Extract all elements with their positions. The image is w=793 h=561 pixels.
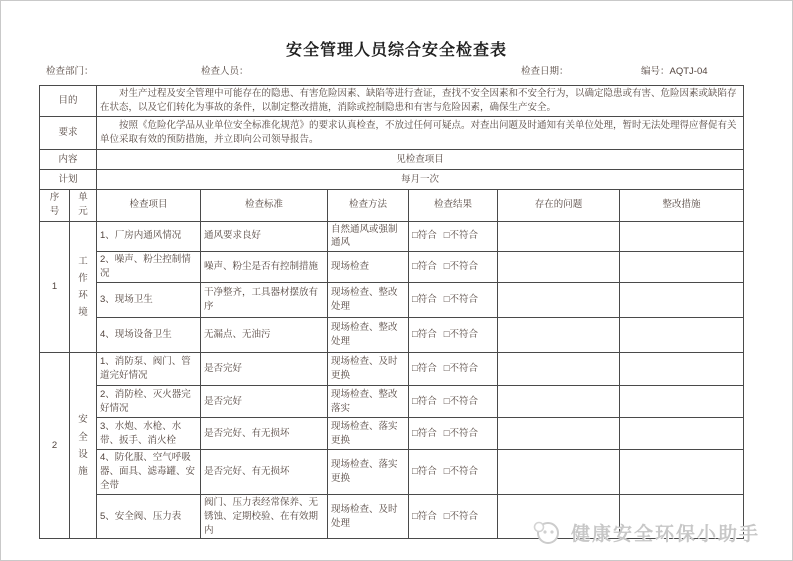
header-action: 整改措施 xyxy=(620,190,744,222)
result-cell xyxy=(409,386,498,418)
checkbox-conform[interactable]: □符合 xyxy=(412,329,437,341)
inspection-table xyxy=(39,85,744,539)
checkbox-nonconform[interactable]: □不符合 xyxy=(443,510,479,522)
inspect-personnel-label: 检查人员： xyxy=(201,66,249,77)
plan-value: 每月一次 xyxy=(97,170,744,190)
header-unit: 单元 xyxy=(70,190,97,222)
action-cell[interactable] xyxy=(620,450,744,495)
standard-cell: 噪声、粉尘是否有控制措施 xyxy=(201,252,328,283)
checkbox-nonconform[interactable]: □不符合 xyxy=(443,261,479,273)
checkbox-nonconform[interactable]: □不符合 xyxy=(443,294,479,306)
checkbox-nonconform[interactable]: □不符合 xyxy=(443,466,479,478)
result-cell xyxy=(409,495,498,539)
item-cell: 3、现场卫生 xyxy=(97,283,201,318)
item-cell: 1、厂房内通风情况 xyxy=(97,221,201,252)
result-cell xyxy=(409,318,498,353)
section-unit: 工作环境 xyxy=(70,221,97,353)
standard-cell: 是否完好、有无损坏 xyxy=(201,418,328,450)
checkbox-nonconform[interactable]: □不符合 xyxy=(443,427,479,439)
watermark-text: 健康安全环保小助手 xyxy=(570,524,760,545)
content-value: 见检查项目 xyxy=(97,150,744,170)
standard-cell: 无漏点、无油污 xyxy=(201,318,328,353)
method-cell: 现场检查、整改处理 xyxy=(328,283,409,318)
table-row xyxy=(40,318,744,353)
table-header-row xyxy=(40,190,744,222)
item-cell: 2、噪声、粉尘控制情况 xyxy=(97,252,201,283)
result-cell xyxy=(409,353,498,386)
section-no: 1 xyxy=(40,221,70,353)
checkbox-conform[interactable]: □符合 xyxy=(412,466,437,478)
checkbox-conform[interactable]: □符合 xyxy=(412,363,437,375)
action-cell[interactable] xyxy=(620,221,744,252)
watermark xyxy=(532,519,760,546)
method-cell: 现场检查 xyxy=(328,252,409,283)
purpose-content: 对生产过程及安全管理中可能存在的隐患、有害危险因素、缺陷等进行查证，查找不安全因素和不安全行为，以确定隐患或有害、危险因素或缺陷存在状态，以及它们转化为事故的条件，以制定整改措施，消除或控制隐患和有害与危险因素，确保生产安全。 xyxy=(97,86,744,117)
problem-cell[interactable] xyxy=(498,353,620,386)
table-row xyxy=(40,418,744,450)
watermark-logo-icon xyxy=(532,519,562,546)
method-cell: 现场检查、落实更换 xyxy=(328,450,409,495)
result-cell xyxy=(409,450,498,495)
problem-cell[interactable] xyxy=(498,386,620,418)
header-problem: 存在的问题 xyxy=(498,190,620,222)
problem-cell[interactable] xyxy=(498,318,620,353)
standard-cell: 干净整齐，工具器材摆放有序 xyxy=(201,283,328,318)
standard-cell: 阀门、压力表经常保养、无锈蚀、定期校验、在有效期内 xyxy=(201,495,328,539)
requirement-label: 要求 xyxy=(40,117,97,150)
result-cell xyxy=(409,283,498,318)
action-cell[interactable] xyxy=(620,353,744,386)
action-cell[interactable] xyxy=(620,418,744,450)
table-row xyxy=(40,450,744,495)
table-row xyxy=(40,386,744,418)
checkbox-conform[interactable]: □符合 xyxy=(412,510,437,522)
method-cell: 现场检查、整改落实 xyxy=(328,386,409,418)
checkbox-conform[interactable]: □符合 xyxy=(412,427,437,439)
action-cell[interactable] xyxy=(620,318,744,353)
plan-label: 计划 xyxy=(40,170,97,190)
standard-cell: 通风要求良好 xyxy=(201,221,328,252)
problem-cell[interactable] xyxy=(498,450,620,495)
checkbox-conform[interactable]: □符合 xyxy=(412,230,437,242)
problem-cell[interactable] xyxy=(498,221,620,252)
checkbox-nonconform[interactable]: □不符合 xyxy=(443,363,479,375)
info-row xyxy=(39,63,754,79)
item-cell: 1、消防泵、阀门、管道完好情况 xyxy=(97,353,201,386)
action-cell[interactable] xyxy=(620,283,744,318)
method-cell: 自然通风或强制通风 xyxy=(328,221,409,252)
form-code: 编号：AQTJ-04 xyxy=(641,66,708,77)
inspect-date-label: 检查日期： xyxy=(521,66,569,77)
item-cell: 2、消防栓、灭火器完好情况 xyxy=(97,386,201,418)
action-cell[interactable] xyxy=(620,252,744,283)
item-cell: 5、安全阀、压力表 xyxy=(97,495,201,539)
section-unit: 安全设施 xyxy=(70,353,97,539)
page-title: 安全管理人员综合安全检查表 xyxy=(285,42,507,59)
method-cell: 现场检查、落实更换 xyxy=(328,418,409,450)
header-serial: 序号 xyxy=(40,190,70,222)
result-cell xyxy=(409,252,498,283)
problem-cell[interactable] xyxy=(498,418,620,450)
result-cell xyxy=(409,221,498,252)
checkbox-conform[interactable]: □符合 xyxy=(412,294,437,306)
item-cell: 4、防化服、空气呼吸器、面具、滤毒罐、安全带 xyxy=(97,450,201,495)
table-row xyxy=(40,117,744,150)
standard-cell: 是否完好 xyxy=(201,353,328,386)
section-no: 2 xyxy=(40,353,70,539)
table-row xyxy=(40,170,744,190)
result-cell xyxy=(409,418,498,450)
table-row xyxy=(40,221,744,252)
method-cell: 现场检查、整改处理 xyxy=(328,318,409,353)
table-row xyxy=(40,283,744,318)
table-row xyxy=(40,86,744,117)
purpose-label: 目的 xyxy=(40,86,97,117)
item-cell: 3、水炮、水枪、水带、扳手、消火栓 xyxy=(97,418,201,450)
method-cell: 现场检查、及时更换 xyxy=(328,353,409,386)
problem-cell[interactable] xyxy=(498,283,620,318)
header-result: 检查结果 xyxy=(409,190,498,222)
action-cell[interactable] xyxy=(620,386,744,418)
problem-cell[interactable] xyxy=(498,252,620,283)
standard-cell: 是否完好 xyxy=(201,386,328,418)
table-row xyxy=(40,353,744,386)
method-cell: 现场检查、及时处理 xyxy=(328,495,409,539)
checkbox-nonconform[interactable]: □不符合 xyxy=(443,230,479,242)
standard-cell: 是否完好、有无损坏 xyxy=(201,450,328,495)
inspect-department-label: 检查部门： xyxy=(46,66,94,77)
header-method: 检查方法 xyxy=(328,190,409,222)
requirement-content: 按照《危险化学品从业单位安全标准化规范》的要求认真检查，不放过任何可疑点。对查出问题及时通知有关单位处理，暂时无法处理得应督促有关单位采取有效的预防措施，并立即向公司领导报告。 xyxy=(97,117,744,150)
checkbox-conform[interactable]: □符合 xyxy=(412,261,437,273)
item-cell: 4、现场设备卫生 xyxy=(97,318,201,353)
content-label: 内容 xyxy=(40,150,97,170)
table-row xyxy=(40,150,744,170)
table-row xyxy=(40,252,744,283)
header-standard: 检查标准 xyxy=(201,190,328,222)
checkbox-nonconform[interactable]: □不符合 xyxy=(443,395,479,407)
header-item: 检查项目 xyxy=(97,190,201,222)
checkbox-nonconform[interactable]: □不符合 xyxy=(443,329,479,341)
checkbox-conform[interactable]: □符合 xyxy=(412,395,437,407)
